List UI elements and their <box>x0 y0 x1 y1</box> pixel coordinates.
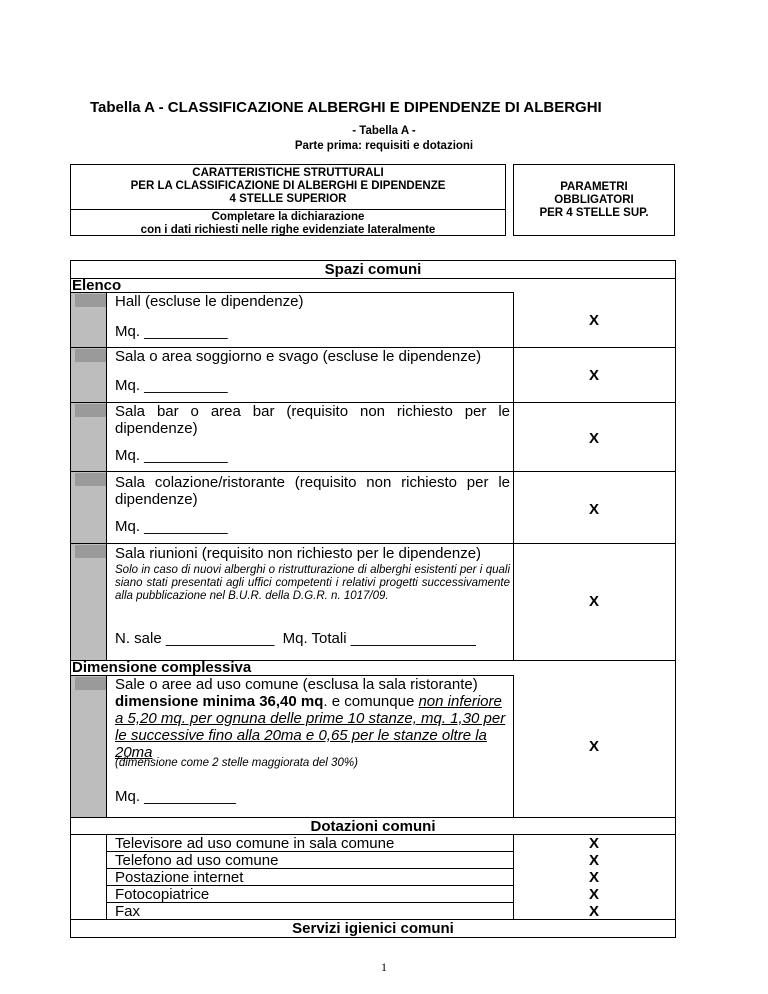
mq-field: Mq. __________ <box>115 447 228 464</box>
row-text: Hall (escluse le dipendenze) <box>115 293 304 310</box>
required-mark: X <box>588 501 599 518</box>
required-mark: X <box>588 869 599 886</box>
required-mark: X <box>588 852 599 869</box>
row-note: Solo in caso di nuovi alberghi o ristrutturazione di alberghi esistenti per i quali siano stati presentati agli uffici competenti i relativi progetti successivamente alla pubblicazione nel B.U.R. della D.G.R. n. 1017/09. <box>115 564 510 602</box>
header-param-line: PER 4 STELLE SUP. <box>539 206 649 219</box>
row-text: Sala o area soggiorno e svago (escluse le dipendenze) <box>115 348 482 365</box>
header-right-box <box>513 164 675 236</box>
required-mark: X <box>588 593 599 610</box>
header-left-box <box>70 164 506 236</box>
required-mark: X <box>588 312 599 329</box>
row-text: Sala riunioni (requisito non richiesto per le dipendenze) <box>115 545 482 562</box>
section-heading-servizi: Servizi igienici comuni <box>292 920 454 937</box>
document-title: Tabella A - CLASSIFICAZIONE ALBERGHI E DIPENDENZE DI ALBERGHI <box>90 99 602 116</box>
header-line: 4 STELLE SUPERIOR <box>229 193 347 205</box>
dimensione-note: (dimensione come 2 stelle maggiorata del 30%) <box>115 757 358 769</box>
required-mark: X <box>588 903 599 920</box>
dotazione-item: Fotocopiatrice <box>115 886 210 903</box>
mq-field: Mq. __________ <box>115 518 228 535</box>
header-note-line: con i dati richiesti nelle righe evidenziate lateralmente <box>140 224 436 236</box>
page-number: 1 <box>381 960 387 974</box>
dotazione-item: Postazione internet <box>115 869 244 886</box>
row-text: Sala bar o area bar (requisito non richiesto per le dipendenze) <box>115 403 510 437</box>
header-param-line: PARAMETRI <box>560 180 628 193</box>
required-mark: X <box>588 886 599 903</box>
header-line: CARATTERISTICHE STRUTTURALI <box>192 167 384 179</box>
required-mark: X <box>588 835 599 852</box>
mq-field: Mq. __________ <box>115 323 228 340</box>
dimensione-heading: Dimensione complessiva <box>72 659 252 676</box>
subtitle-part: Parte prima: requisiti e dotazioni <box>294 140 474 152</box>
subtitle-table: - Tabella A - <box>352 125 416 137</box>
required-mark: X <box>588 367 599 384</box>
row-text: Sala colazione/ristorante (requisito non richiesto per le dipendenze) <box>115 474 510 508</box>
required-mark: X <box>588 430 599 447</box>
header-note-line: Completare la dichiarazione <box>211 211 365 223</box>
section-heading-dotazioni: Dotazioni comuni <box>310 818 436 835</box>
dimensione-text: Sale o aree ad uso comune (esclusa la sala ristorante) dimensione minima 36,40 mq. e comunque non inferiore a 5,20 mq. per ognuna delle prime 10 stanze, mq. 1,30 per le successive fino alla 20ma e 0,65 per le stanze oltre la 20ma <box>115 676 506 761</box>
elenco-label: Elenco <box>72 277 122 294</box>
required-mark: X <box>588 738 599 755</box>
mq-field: Mq. ___________ <box>115 788 236 805</box>
dotazione-item: Fax <box>115 903 141 920</box>
section-heading-spazi: Spazi comuni <box>324 261 422 278</box>
header-param-line: OBBLIGATORI <box>554 193 634 206</box>
mq-field: N. sale _____________ Mq. Totali _______________ <box>115 630 476 647</box>
mq-field: Mq. __________ <box>115 377 228 394</box>
dotazione-item: Telefono ad uso comune <box>115 852 279 869</box>
dotazione-item: Televisore ad uso comune in sala comune <box>115 835 395 852</box>
header-line: PER LA CLASSIFICAZIONE DI ALBERGHI E DIPENDENZE <box>130 180 446 192</box>
